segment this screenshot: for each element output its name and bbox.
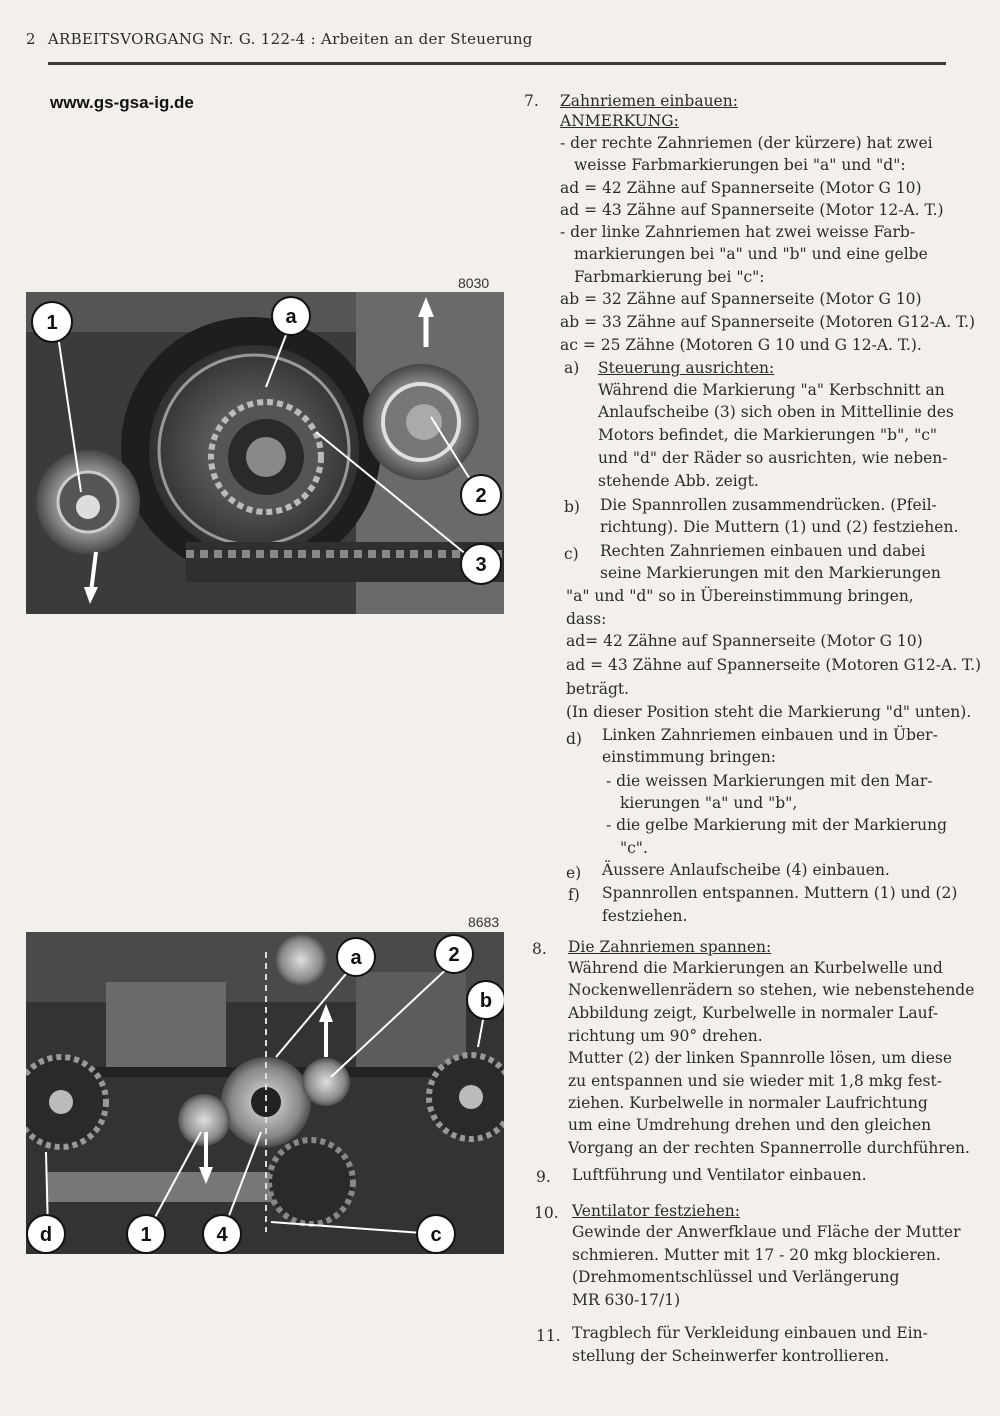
figure-8030-photo [26,292,504,614]
step-7-note: ANMERKUNG: [560,112,679,130]
step-10-line: Gewinde der Anwerfklaue und Fläche der Mutter [572,1223,961,1241]
step-8-line: zu entspannen und sie wieder mit 1,8 mkg fest- [568,1072,942,1090]
step-7-line: ad = 42 Zähne auf Spannerseite (Motor G 10) [560,179,922,197]
step-8-line: Mutter (2) der linken Spannrolle lösen, um diese [568,1049,953,1067]
header-rule [48,62,946,65]
step-7-line: markierungen bei "a" und "b" und eine gelbe [574,245,928,263]
substep-b-line: richtung). Die Muttern (1) und (2) festziehen. [600,518,959,536]
step-8-line: Nockenwellenrädern so stehen, wie nebenstehende [568,981,975,999]
fig1-label-3: 3 [475,554,487,576]
substep-f-line: festziehen. [602,907,688,925]
step-7-line: weisse Farbmarkierungen bei "a" und "d": [574,156,906,174]
step-8-line: Vorgang an der rechten Spannerrolle durchführen. [568,1139,970,1157]
step-7-line: Farbmarkierung bei "c": [574,268,765,286]
substep-d-line: - die gelbe Markierung mit der Markierung [606,816,948,834]
fig2-label-a: a [350,947,362,969]
substep-c-line: dass: [566,610,607,628]
fig1-label-2: 2 [475,485,487,507]
website-url[interactable]: www.gs-gsa-ig.de [50,93,194,112]
step-8-number: 8. [532,940,547,958]
substep-a-title: Steuerung ausrichten: [598,359,775,377]
step-8-title: Die Zahnriemen spannen: [568,938,772,956]
substep-f-label: f) [568,886,580,904]
figure-number-8030: 8030 [458,275,490,291]
step-10-line: MR 630-17/1) [572,1291,681,1309]
step-8-line: ziehen. Kurbelwelle in normaler Laufrichtung [568,1094,928,1112]
step-8-line: um eine Umdrehung drehen und den gleichen [568,1116,932,1134]
substep-e-line: Äussere Anlaufscheibe (4) einbauen. [602,861,890,879]
step-8-line: richtung um 90° drehen. [568,1027,763,1045]
step-7-line: ab = 33 Zähne auf Spannerseite (Motoren G12-A. T.) [560,313,976,331]
step-7-line: - der linke Zahnriemen hat zwei weisse Farb- [560,223,916,241]
step-7-line: ab = 32 Zähne auf Spannerseite (Motor G 10) [560,290,922,308]
substep-f-line: Spannrollen entspannen. Muttern (1) und (2) [602,884,958,902]
fig2-label-b: b [479,990,493,1012]
page-number: 2 [26,30,36,48]
substep-b-line: Die Spannrollen zusammendrücken. (Pfeil- [600,496,937,514]
step-10-title: Ventilator festziehen: [572,1202,740,1220]
substep-a-line: Während die Markierung "a" Kerbschnitt an [598,381,945,399]
substep-a-line: und "d" der Räder so ausrichten, wie neben- [598,449,948,467]
step-7-line: ac = 25 Zähne (Motoren G 10 und G 12-A. T.). [560,336,922,354]
fig1-label-a: a [285,306,297,328]
substep-c-label: c) [564,545,579,563]
substep-d-line: kierungen "a" und "b", [620,794,798,812]
substep-c-line: (In dieser Position steht die Markierung "d" unten). [566,703,972,721]
substep-a-line: Anlaufscheibe (3) sich oben in Mittellinie des [598,403,954,421]
substep-c-line: Rechten Zahnriemen einbauen und dabei [600,542,926,560]
figure-8683-photo [26,932,504,1254]
step-10-line: schmieren. Mutter mit 17 - 20 mkg blockieren. [572,1246,941,1264]
substep-d-line: einstimmung bringen: [602,748,777,766]
substep-d-line: - die weissen Markierungen mit den Mar- [606,772,933,790]
substep-d-line: Linken Zahnriemen einbauen und in Über- [602,726,938,744]
substep-b-label: b) [564,498,580,516]
substep-c-line: "a" und "d" so in Übereinstimmung bringen, [566,587,914,605]
step-10-line: (Drehmomentschlüssel und Verlängerung [572,1268,900,1286]
step-8-line: Abbildung zeigt, Kurbelwelle in normaler Lauf- [568,1004,939,1022]
fig2-label-2: 2 [448,944,460,966]
step-7-number: 7. [524,92,539,110]
step-11-number: 11. [536,1327,561,1345]
fig2-label-c: c [430,1224,442,1246]
header-title: ARBEITSVORGANG Nr. G. 122-4 : Arbeiten an der Steuerung [47,30,533,48]
fig1-label-1: 1 [46,312,58,334]
step-8-line: Während die Markierungen an Kurbelwelle und [568,959,943,977]
step-10-number: 10. [534,1204,559,1222]
substep-d-label: d) [566,730,582,748]
step-7-line: ad = 43 Zähne auf Spannerseite (Motor 12-A. T.) [560,201,944,219]
figure-number-8683: 8683 [468,914,500,930]
substep-c-line: ad= 42 Zähne auf Spannerseite (Motor G 10) [566,632,923,650]
step-11-line: stellung der Scheinwerfer kontrollieren. [572,1347,890,1365]
substep-a-line: stehende Abb. zeigt. [598,472,759,490]
substep-a-label: a) [564,359,580,377]
step-11-line: Tragblech für Verkleidung einbauen und Ein- [572,1324,928,1342]
substep-e-label: e) [566,864,582,882]
fig2-label-1: 1 [140,1224,152,1246]
step-9-line: Luftführung und Ventilator einbauen. [572,1166,867,1184]
substep-d-line: "c". [620,839,648,857]
substep-a-line: Motors befindet, die Markierungen "b", "c" [598,426,938,444]
step-9-number: 9. [536,1168,551,1186]
substep-c-line: ad = 43 Zähne auf Spannerseite (Motoren G12-A. T.) [566,656,982,674]
fig2-label-4: 4 [216,1224,228,1246]
step-7-line: - der rechte Zahnriemen (der kürzere) hat zwei [560,134,933,152]
fig2-label-d: d [39,1224,53,1246]
substep-c-line: seine Markierungen mit den Markierungen [600,564,941,582]
step-7-title: Zahnriemen einbauen: [560,92,738,110]
substep-c-line: beträgt. [566,680,630,698]
page-header [26,30,533,48]
